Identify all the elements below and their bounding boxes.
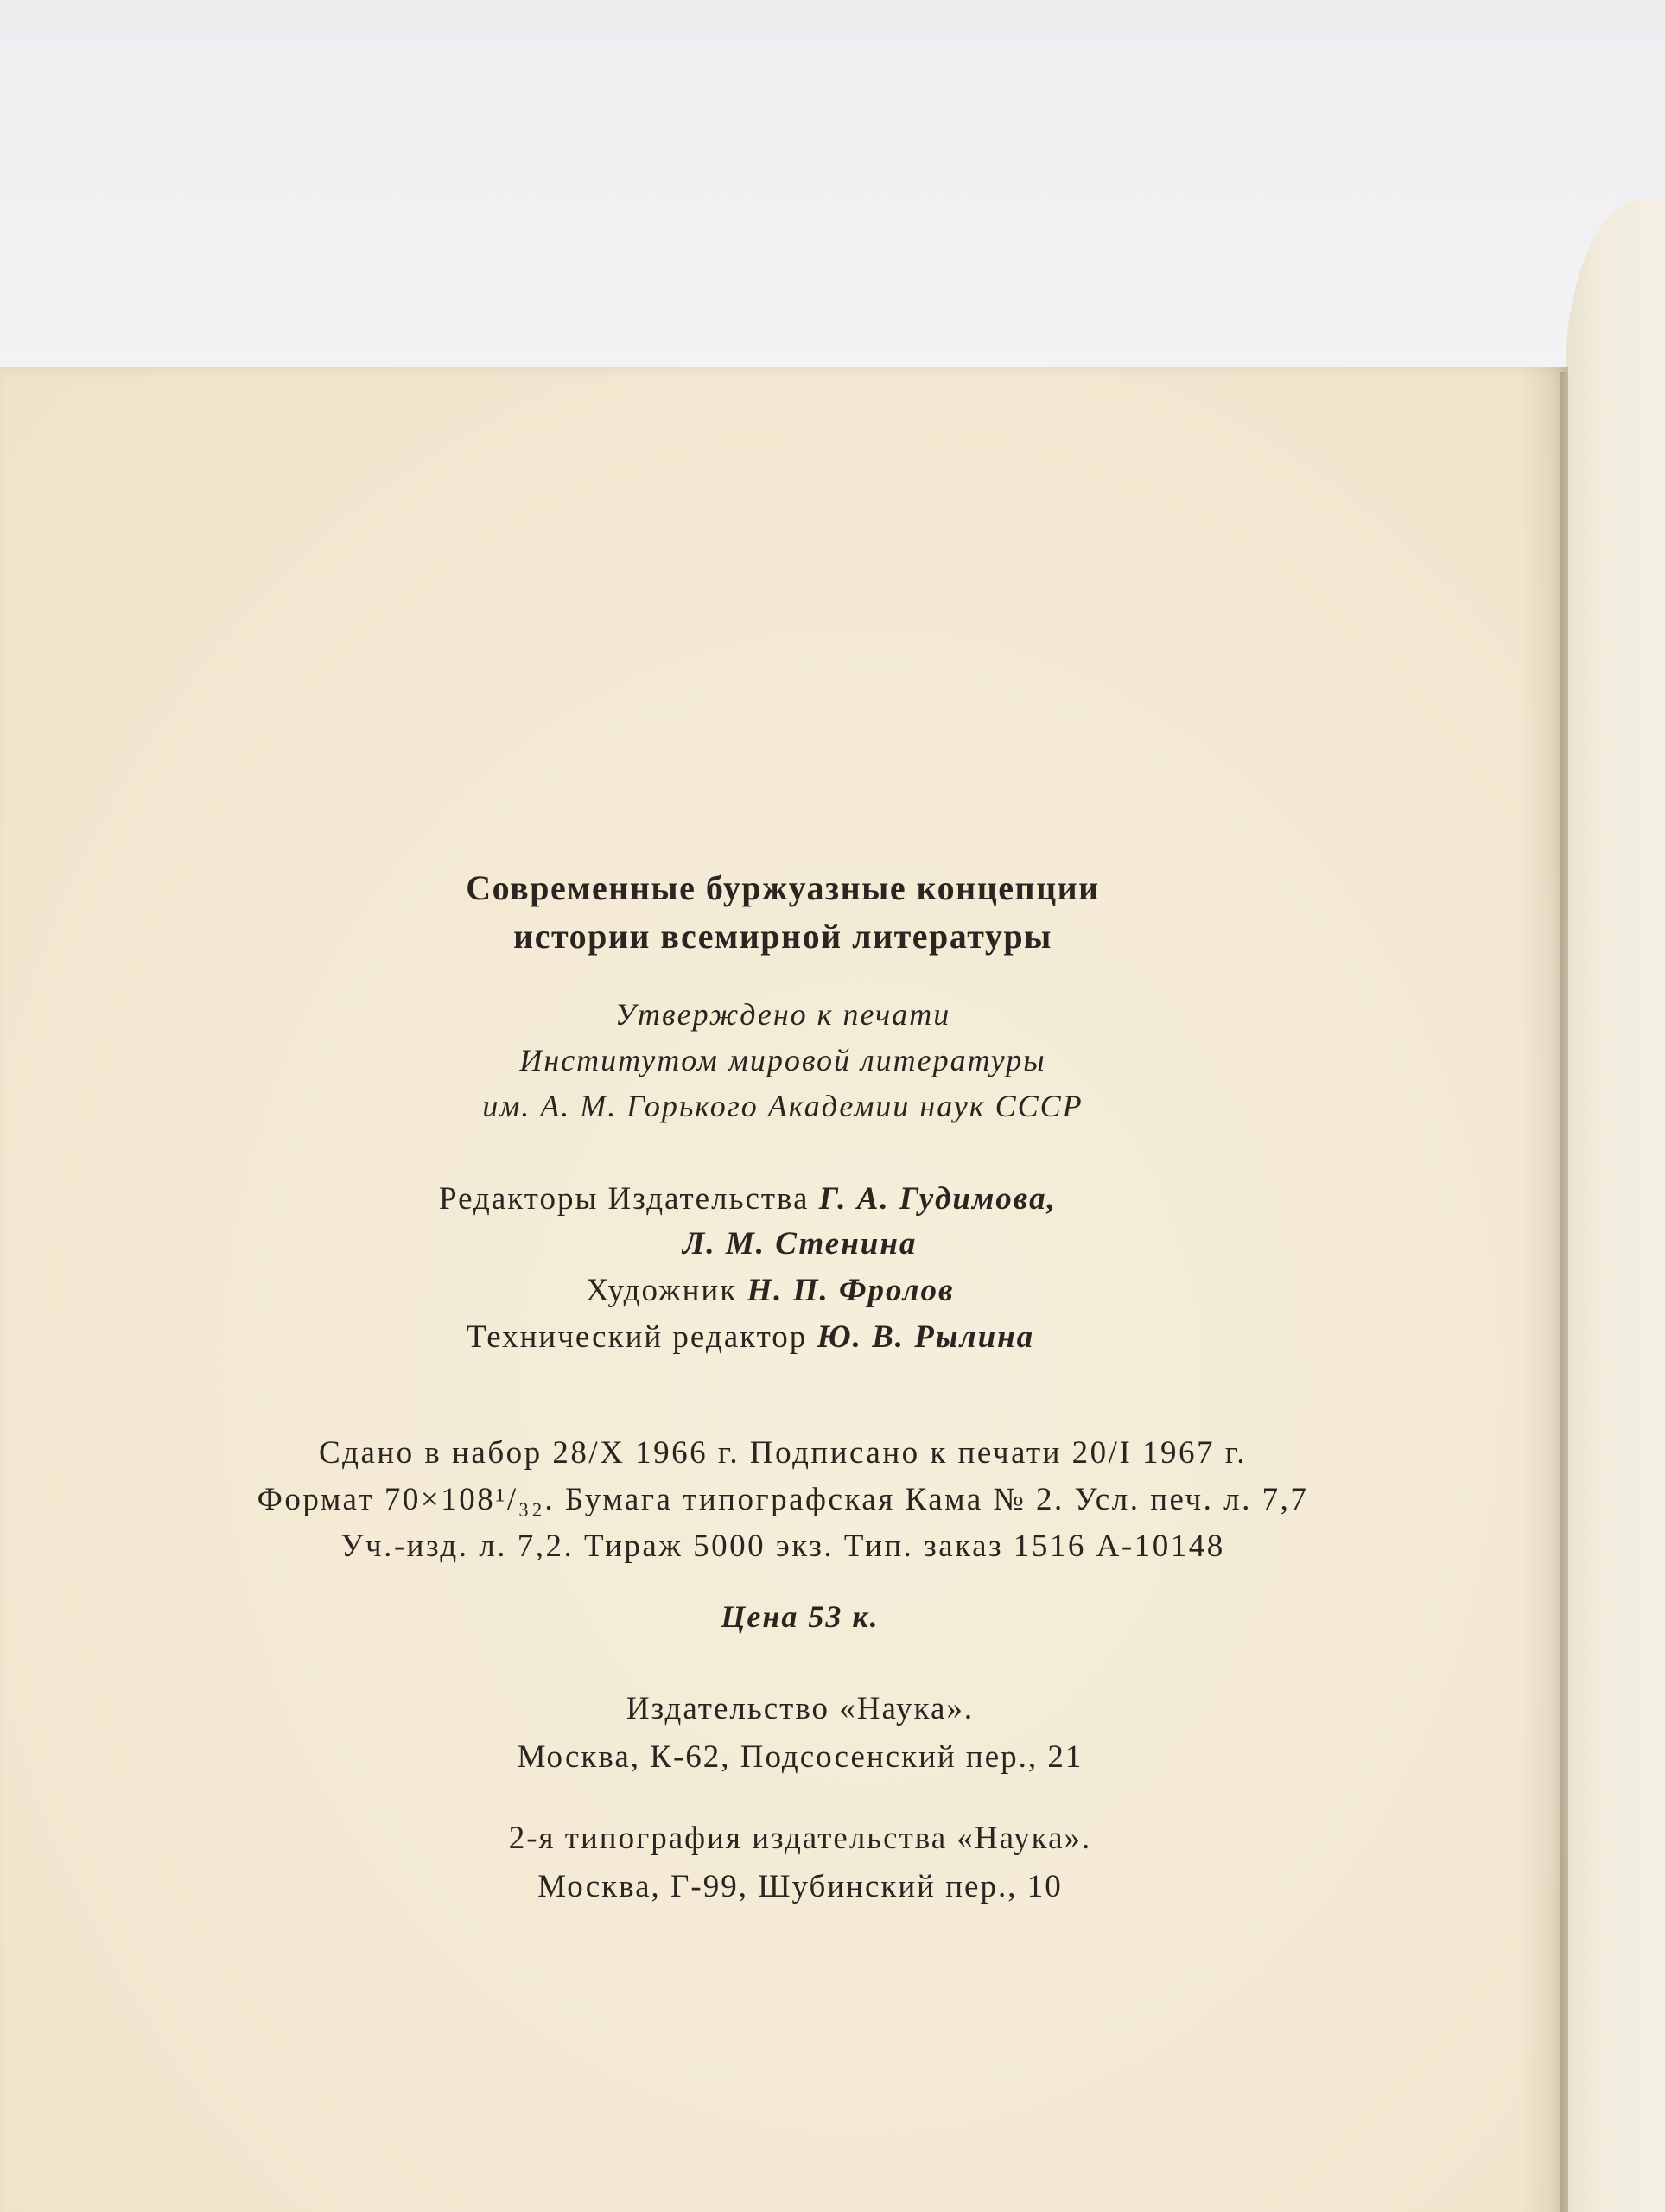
publisher-line-2: Москва, К-62, Подсосенский пер., 21: [517, 1739, 1084, 1775]
editors-row: [439, 1177, 1057, 1222]
publisher-info: [17, 1685, 1583, 1782]
approval-line-1: Утверждено к печати: [614, 997, 951, 1032]
print-imprint: [0, 1430, 1566, 1570]
editor-1: Г. А. Гудимова,: [818, 1181, 1057, 1217]
artist-row: [586, 1268, 955, 1313]
editor-2: Л. М. Стенина: [683, 1226, 918, 1262]
publisher-line-1: Издательство «Наука».: [626, 1691, 975, 1726]
table-surface: [0, 0, 1665, 372]
editor-2-row: [683, 1222, 917, 1267]
book-title-line-2: истории всемирной литературы: [513, 917, 1052, 956]
book-title: [0, 864, 1566, 961]
price: [17, 1595, 1583, 1638]
printer-info: [17, 1815, 1583, 1911]
approval-note: [0, 992, 1566, 1129]
tech-editor-name: Ю. В. Рылина: [817, 1319, 1035, 1355]
artist-name: Н. П. Фролов: [747, 1273, 955, 1308]
printer-line-1: 2-я типография издательства «Наука».: [508, 1821, 1092, 1856]
tech-editor-role: Технический редактор: [467, 1319, 808, 1355]
artist-role: Художник: [586, 1273, 738, 1308]
printer-line-2: Москва, Г-99, Шубинский пер., 10: [537, 1869, 1063, 1904]
book-title-line-1: Современные буржуазные концепции: [466, 868, 1100, 907]
page-edge-shadow: [1560, 372, 1569, 2212]
tech-editor-row: [467, 1315, 1034, 1360]
approval-line-2: Институтом мировой литературы: [519, 1043, 1046, 1077]
imprint-line-3: Уч.-изд. л. 7,2. Тираж 5000 экз. Тип. заказ 1516 А-10148: [340, 1529, 1225, 1564]
approval-line-3: им. А. М. Горького Академии наук СССР: [482, 1089, 1084, 1123]
editors-role: Редакторы Издательства: [439, 1181, 810, 1217]
imprint-line-2: Формат 70×108¹/₃₂. Бумага типографская Кама № 2. Усл. печ. л. 7,7: [257, 1482, 1309, 1517]
price-text: Цена 53 к.: [721, 1599, 880, 1634]
imprint-line-1: Сдано в набор 28/X 1966 г. Подписано к печати 20/I 1967 г.: [318, 1435, 1248, 1471]
